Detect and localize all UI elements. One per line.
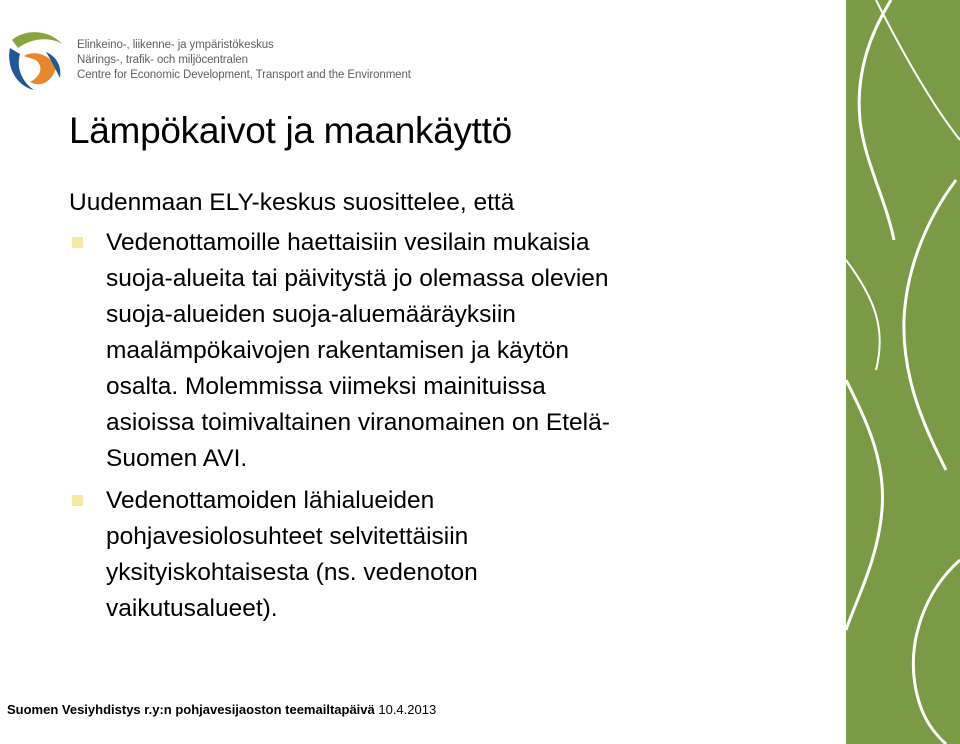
bullet-line: maalämpökaivojen rakentamisen ja käytön — [106, 337, 570, 364]
org-line-sv: Närings-, trafik- och miljöcentralen — [77, 54, 248, 66]
bullet-text — [106, 225, 746, 477]
bullet-item — [69, 225, 769, 477]
square-bullet-icon — [72, 237, 83, 248]
organization-name — [77, 38, 411, 83]
ely-logo-icon — [4, 26, 66, 94]
bullet-line: yksityiskohtaisesta (ns. vedenoton — [106, 559, 478, 586]
footer-text: Suomen Vesiyhdistys r.y:n pohjavesijaoston teemailtapäivä — [7, 702, 379, 717]
bullet-line: Vedenottamoille haettaisiin vesilain mukaisia — [106, 229, 590, 256]
bullet-line: Suomen AVI. — [106, 445, 248, 472]
decorative-side-band — [846, 0, 960, 744]
bullet-line: suoja-alueiden suoja-aluemääräyksiin — [106, 301, 516, 328]
square-bullet-icon — [72, 495, 83, 506]
org-line-fi: Elinkeino-, liikenne- ja ympäristökeskus — [77, 39, 274, 51]
bullet-line: Vedenottamoiden lähialueiden — [106, 487, 435, 514]
bullet-list — [69, 225, 769, 627]
org-line-en: Centre for Economic Development, Transport and the Environment — [77, 69, 411, 81]
bullet-line: vaikutusalueet). — [106, 595, 278, 622]
footer-date: 10.4.2013 — [378, 702, 437, 717]
bullet-item — [69, 483, 769, 627]
slide-body — [69, 185, 769, 633]
bullet-line: asioissa toimivaltainen viranomainen on Etelä- — [106, 409, 610, 436]
bullet-line: osalta. Molemmissa viimeksi mainituissa — [106, 373, 546, 400]
intro-text: Uudenmaan ELY-keskus suosittelee, että — [69, 189, 515, 216]
bullet-line: suoja-alueita tai päivitystä jo olemassa olevien — [106, 265, 609, 292]
header — [4, 26, 464, 96]
bullet-line: pohjavesiolosuhteet selvitettäisiin — [106, 523, 469, 550]
bullet-text — [106, 483, 746, 627]
slide-title: Lämpökaivot ja maankäyttö — [69, 110, 512, 151]
footer — [7, 702, 436, 717]
